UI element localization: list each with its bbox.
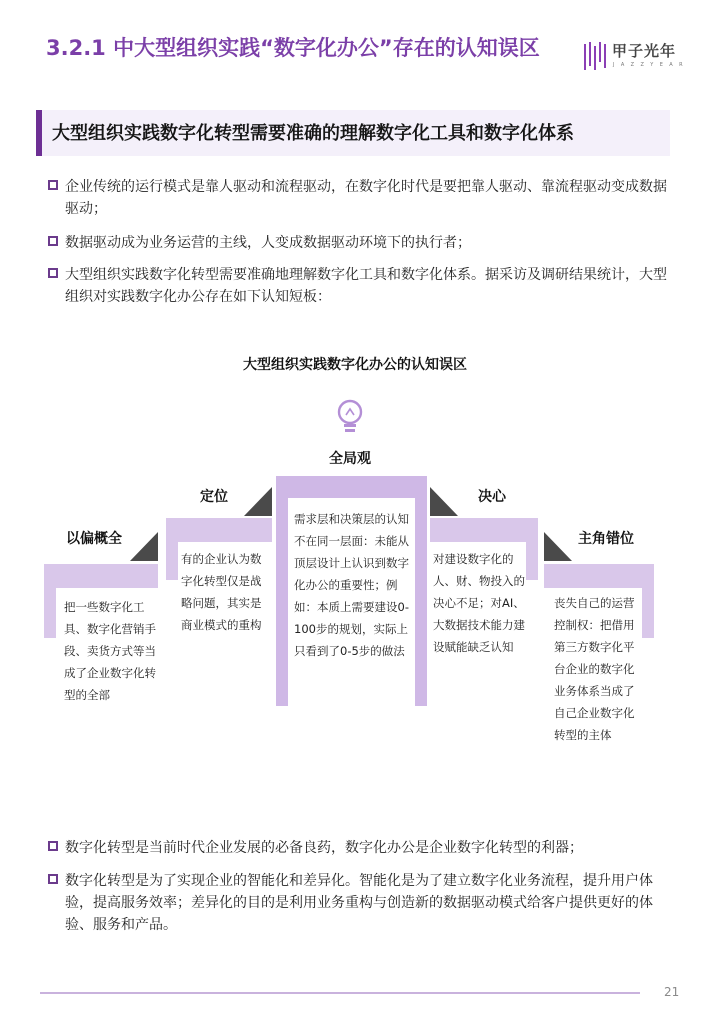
lightbulb-icon — [339, 401, 361, 432]
bullet-square-icon — [48, 841, 58, 851]
bullet-item — [48, 870, 672, 936]
page-number: 21 — [664, 985, 680, 999]
bullet-text: 数字化转型是为了实现企业的智能化和差异化。智能化是为了建立数字化业务流程，提升用户体验，提高服务效率；差异化的目的是利用业务重构与创造新的数据驱动模式给客户提供更好的体验、服务和产品。 — [65, 873, 653, 933]
diagram-title: 大型组织实践数字化办公的认知误区 — [243, 357, 467, 373]
bullet-square-icon — [48, 874, 58, 884]
bullet-square-icon — [48, 180, 58, 190]
logo-text-cn: 甲子光年 — [612, 42, 677, 60]
step-corner-2 — [244, 487, 272, 516]
step-text-2: 有的企业认为数字化转型仅是战略问题，其实是商业模式的重构 — [181, 552, 262, 632]
bullet-square-icon — [48, 268, 58, 278]
step-label-4: 决心 — [478, 489, 506, 505]
step-label-1: 以偏概全 — [66, 531, 122, 547]
step-label-3: 全局观 — [329, 451, 371, 467]
bullet-item — [48, 264, 672, 308]
step-corner-4 — [430, 487, 458, 516]
step-corner-5 — [544, 532, 572, 561]
bullet-square-icon — [48, 236, 58, 246]
step-text-5: 丧失自己的运营控制权：把借用第三方数字化平台企业的数字化业务体系当成了自己企业数字化转型的主体 — [554, 596, 635, 742]
bullet-text: 数据驱动成为业务运营的主线，人变成数据驱动环境下的执行者； — [65, 235, 471, 251]
bullet-text: 企业传统的运行模式是靠人驱动和流程驱动，在数字化时代是要把靠人驱动、靠流程驱动变成数据驱动； — [65, 179, 667, 217]
step-label-5: 主角错位 — [578, 531, 634, 547]
banner-heading: 大型组织实践数字化转型需要准确的理解数字化工具和数字化体系 — [52, 123, 574, 144]
bullet-text: 大型组织实践数字化转型需要准确地理解数字化工具和数字化体系。据采访及调研结果统计，大型组织对实践数字化办公存在如下认知短板： — [65, 267, 667, 305]
jiazi-logo-mark — [582, 40, 608, 72]
page-title: 3.2.1 中大型组织实践“数字化办公”存在的认知误区 — [46, 36, 540, 60]
banner-accent-bar — [36, 110, 42, 156]
bullet-text: 数字化转型是当前时代企业发展的必备良药，数字化办公是企业数字化转型的利器； — [65, 840, 583, 856]
step-text-1: 把一些数字化工具、数字化营销手段、卖货方式等当成了企业数字化转型的全部 — [64, 600, 156, 702]
bullet-item — [48, 176, 672, 220]
bullet-item — [48, 232, 672, 254]
logo-text-en: J A Z Z Y E A R — [613, 62, 685, 68]
step-label-2: 定位 — [200, 489, 228, 505]
step-text-3: 需求层和决策层的认知不在同一层面：未能从顶层设计上认识到数字化办公的重要性；例如：本质上需要建设0-100步的规划，实际上只看到了0-5步的做法 — [294, 512, 409, 658]
bullet-item — [48, 837, 672, 859]
step-text-4: 对建设数字化的人、财、物投入的决心不足；对AI、大数据技术能力建设赋能缺乏认知 — [433, 552, 525, 654]
footer-divider — [40, 992, 640, 994]
step-corner-1 — [130, 532, 158, 561]
